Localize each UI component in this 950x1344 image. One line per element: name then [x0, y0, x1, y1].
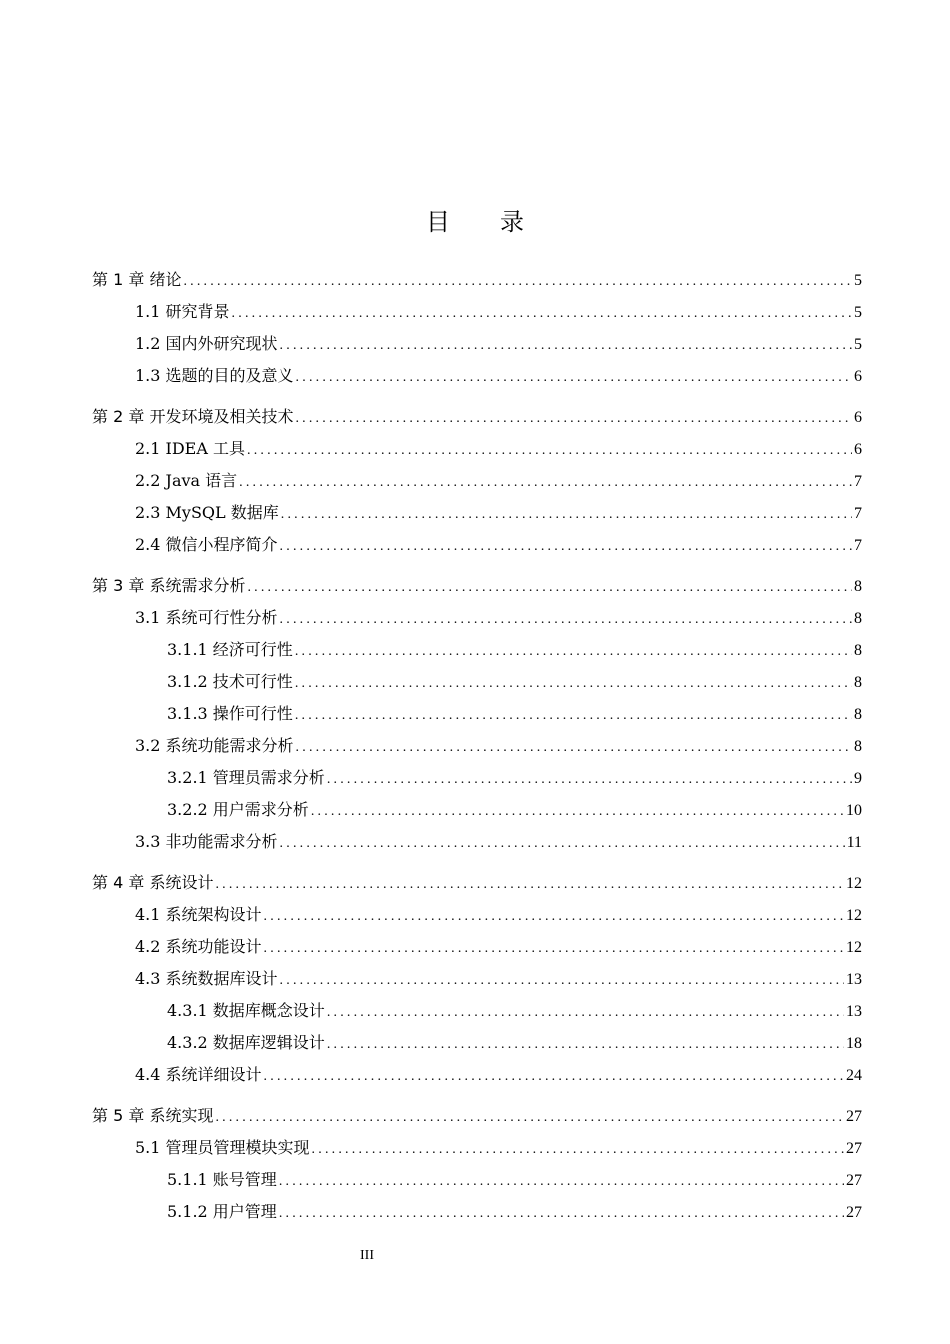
toc-entry-subsection[interactable]	[167, 1167, 862, 1193]
toc-page-number: 18	[846, 1035, 862, 1052]
toc-entry-section[interactable]	[135, 436, 862, 462]
toc-entry-section[interactable]	[135, 829, 862, 855]
toc-entry-section[interactable]	[135, 532, 862, 558]
toc-label: 3.2.2 用户需求分析	[167, 800, 309, 819]
toc-label: 3.2 系统功能需求分析	[135, 736, 294, 755]
toc-entry-section[interactable]	[135, 1062, 862, 1088]
title-char-left: 目	[426, 208, 450, 236]
dot-leader	[311, 799, 844, 825]
toc-page-number: 13	[846, 1003, 862, 1020]
dot-leader	[280, 968, 844, 994]
toc-label: 2.4 微信小程序简介	[135, 535, 278, 554]
toc-page-number: 5	[854, 272, 862, 289]
toc-page-number: 9	[854, 770, 862, 787]
toc-entry-subsection[interactable]	[167, 998, 862, 1024]
toc-entry-chapter[interactable]	[92, 267, 862, 293]
toc-page-number: 8	[854, 706, 862, 723]
toc-page-number: 27	[846, 1204, 862, 1221]
toc-page-number: 7	[854, 505, 862, 522]
toc-label: 2.3 MySQL 数据库	[135, 503, 279, 522]
toc-page-number: 8	[854, 674, 862, 691]
page-number-footer: III	[360, 1248, 374, 1263]
toc-page-number: 7	[854, 537, 862, 554]
toc-entry-section[interactable]	[135, 902, 862, 928]
toc-entry-subsection[interactable]	[167, 765, 862, 791]
toc-entry-section[interactable]	[135, 733, 862, 759]
dot-leader	[312, 1137, 844, 1163]
toc-label: 5.1.1 账号管理	[167, 1170, 277, 1189]
dot-leader	[264, 904, 844, 930]
toc-label: 2.2 Java 语言	[135, 471, 238, 490]
dot-leader	[295, 671, 852, 697]
toc-entry-subsection[interactable]	[167, 669, 862, 695]
toc-page-number: 8	[854, 738, 862, 755]
toc-page-number: 24	[846, 1067, 862, 1084]
toc-page-number: 8	[854, 578, 862, 595]
toc-entry-section[interactable]	[135, 331, 862, 357]
toc-page-number: 10	[846, 802, 862, 819]
title-char-right: 录	[500, 208, 524, 236]
dot-leader	[327, 1000, 844, 1026]
toc-page-number: 27	[846, 1140, 862, 1157]
toc-entry-subsection[interactable]	[167, 1030, 862, 1056]
dot-leader	[264, 936, 844, 962]
toc-entry-section[interactable]	[135, 605, 862, 631]
toc-entry-chapter[interactable]	[92, 1103, 862, 1129]
toc-label: 1.2 国内外研究现状	[135, 334, 278, 353]
toc-label: 3.1.1 经济可行性	[167, 640, 293, 659]
dot-leader	[215, 1105, 844, 1131]
toc-page-number: 12	[846, 939, 862, 956]
dot-leader	[327, 767, 852, 793]
dot-leader	[279, 1201, 844, 1227]
toc-label: 第 1 章 绪论	[92, 270, 182, 289]
toc-page-number: 6	[854, 409, 862, 426]
toc-label: 4.3.1 数据库概念设计	[167, 1001, 325, 1020]
toc-entry-section[interactable]	[135, 468, 862, 494]
dot-leader	[296, 365, 852, 391]
toc-label: 1.3 选题的目的及意义	[135, 366, 294, 385]
toc-label: 2.1 IDEA 工具	[135, 439, 246, 458]
toc-entry-chapter[interactable]	[92, 404, 862, 430]
toc-page-number: 27	[846, 1172, 862, 1189]
toc-page-number: 12	[846, 907, 862, 924]
dot-leader	[295, 406, 852, 432]
toc-entry-subsection[interactable]	[167, 637, 862, 663]
toc-page-number: 5	[854, 304, 862, 321]
toc-page-number: 6	[854, 441, 862, 458]
toc-label: 3.2.1 管理员需求分析	[167, 768, 325, 787]
dot-leader	[327, 1032, 844, 1058]
toc-entry-subsection[interactable]	[167, 797, 862, 823]
dot-leader	[280, 607, 852, 633]
dot-leader	[296, 735, 852, 761]
toc-label: 3.1.2 技术可行性	[167, 672, 293, 691]
toc-label: 4.3 系统数据库设计	[135, 969, 278, 988]
toc-entry-chapter[interactable]	[92, 573, 862, 599]
toc-label: 5.1 管理员管理模块实现	[135, 1138, 310, 1157]
dot-leader	[280, 831, 845, 857]
dot-leader	[232, 301, 852, 327]
toc-entry-section[interactable]	[135, 299, 862, 325]
toc-entry-section[interactable]	[135, 934, 862, 960]
toc-label: 第 5 章 系统实现	[92, 1106, 214, 1125]
dot-leader	[295, 639, 852, 665]
toc-label: 4.3.2 数据库逻辑设计	[167, 1033, 325, 1052]
dot-leader	[279, 1169, 844, 1195]
toc-page-number: 12	[846, 875, 862, 892]
dot-leader	[280, 333, 852, 359]
toc-page-number: 27	[846, 1108, 862, 1125]
toc-page-number: 6	[854, 368, 862, 385]
toc-entry-section[interactable]	[135, 966, 862, 992]
toc-entry-subsection[interactable]	[167, 701, 862, 727]
toc-page-number: 8	[854, 610, 862, 627]
dot-leader	[247, 438, 852, 464]
toc-label: 第 4 章 系统设计	[92, 873, 214, 892]
dot-leader	[239, 470, 852, 496]
dot-leader	[280, 534, 852, 560]
dot-leader	[247, 575, 852, 601]
toc-label: 3.1 系统可行性分析	[135, 608, 278, 627]
dot-leader	[215, 872, 844, 898]
toc-page-number: 8	[854, 642, 862, 659]
dot-leader	[281, 502, 852, 528]
dot-leader	[295, 703, 852, 729]
toc-entry-section[interactable]	[135, 500, 862, 526]
toc-page-number: 5	[854, 336, 862, 353]
toc-entry-section[interactable]	[135, 1135, 862, 1161]
dot-leader	[183, 269, 852, 295]
toc-entry-subsection[interactable]	[167, 1199, 862, 1225]
toc-label: 4.4 系统详细设计	[135, 1065, 262, 1084]
toc-page-number: 7	[854, 473, 862, 490]
toc-label: 1.1 研究背景	[135, 302, 230, 321]
toc-label: 4.2 系统功能设计	[135, 937, 262, 956]
toc-entry-section[interactable]	[135, 363, 862, 389]
toc-label: 4.1 系统架构设计	[135, 905, 262, 924]
toc-entry-chapter[interactable]	[92, 870, 862, 896]
toc-page-number: 13	[846, 971, 862, 988]
dot-leader	[264, 1064, 844, 1090]
toc-label: 3.1.3 操作可行性	[167, 704, 293, 723]
toc-label: 5.1.2 用户管理	[167, 1202, 277, 1221]
toc-label: 第 3 章 系统需求分析	[92, 576, 246, 595]
toc-label: 第 2 章 开发环境及相关技术	[92, 407, 294, 426]
toc-page-number: 11	[846, 834, 862, 851]
toc-label: 3.3 非功能需求分析	[135, 832, 278, 851]
